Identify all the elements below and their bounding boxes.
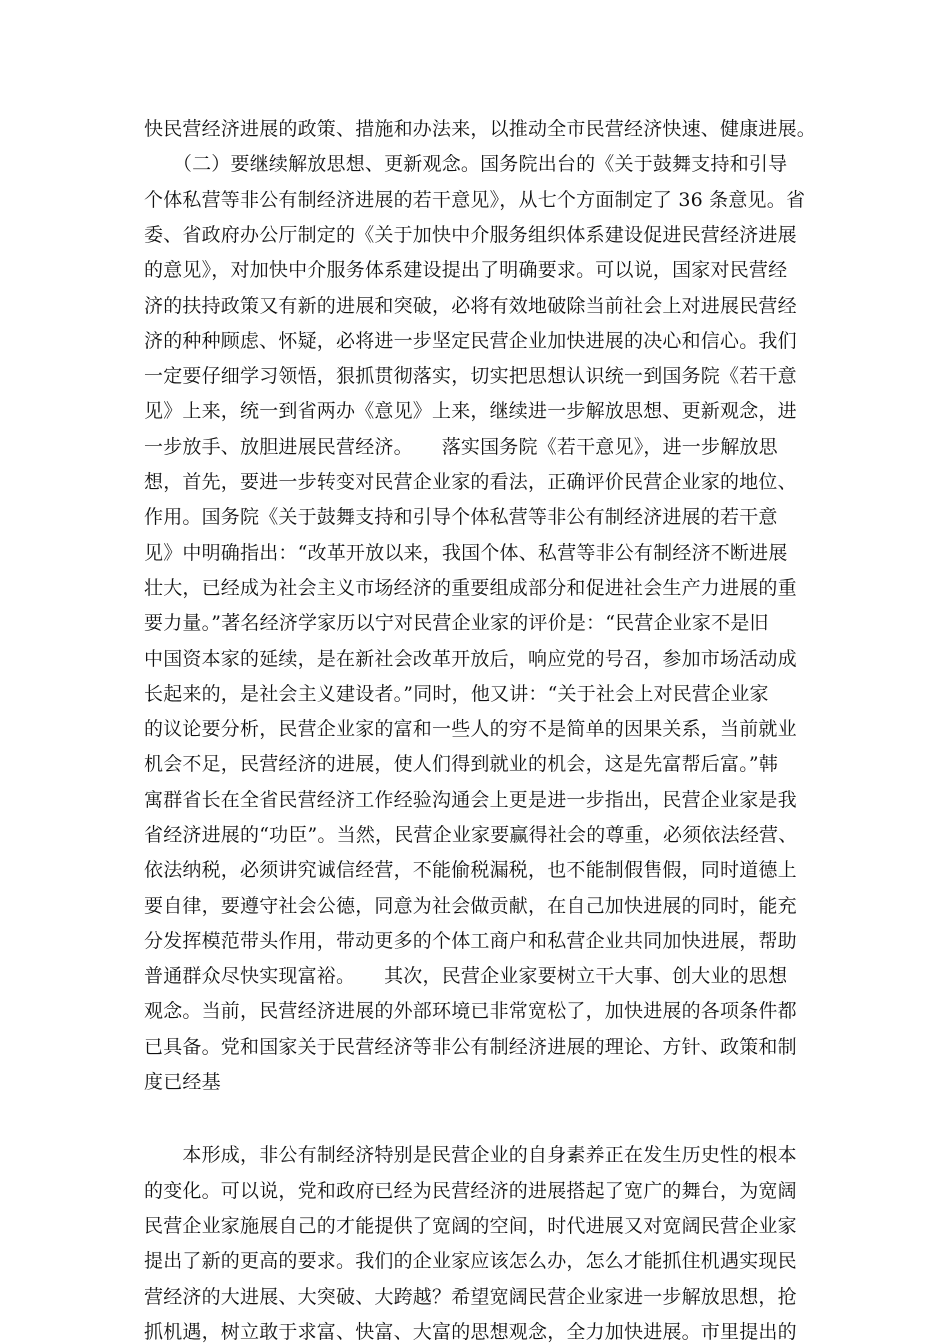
- document-text-line: 中国资本家的延续，是在新社会改革开放后，响应党的号召，参加市场活动成: [144, 648, 797, 670]
- document-text-line: 的变化。可以说，党和政府已经为民营经济的进展搭起了宽广的舞台，为宽阔: [144, 1180, 797, 1202]
- document-text-line: 要力量。”著名经济学家历以宁对民营企业家的评价是：“民营企业家不是旧: [144, 612, 769, 634]
- document-text-line: 省经济进展的“功臣”。当然，民营企业家要赢得社会的尊重，必须依法经营、: [144, 824, 798, 846]
- document-text-line: 委、省政府办公厅制定的《关于加快中介服务组织体系建设促进民营经济进展: [144, 224, 797, 246]
- document-text-line: （二）要继续解放思想、更新观念。国务院出台的《关于鼓舞支持和引导: [144, 153, 788, 175]
- document-text-line: 快民营经济进展的政策、措施和办法来，以推动全市民营经济快速、健康进展。: [144, 118, 817, 140]
- document-text-line: 长起来的，是社会主义建设者。”同时，他又讲：“关于社会上对民营企业家: [144, 683, 769, 705]
- document-text-line: 的意见》，对加快中介服务体系建设提出了明确要求。可以说，国家对民营经: [144, 259, 788, 281]
- document-text-line: 济的种种顾虑、怀疑，必将进一步坚定民营企业加快进展的决心和信心。我们: [144, 330, 797, 352]
- document-text-line: 机会不足，民营经济的进展，使人们得到就业的机会，这是先富帮后富。”韩: [144, 753, 779, 775]
- document-text-line: 个体私营等非公有制经济进展的若干意见》，从七个方面制定了 36 条意见。省: [144, 189, 806, 211]
- document-text-line: 普通群众尽快实现富裕。 其次，民营企业家要树立干大事、创大业的思想: [144, 965, 788, 987]
- document-text-line: 济的扶持政策又有新的进展和突破，必将有效地破除当前社会上对进展民营经: [144, 295, 797, 317]
- document-text-line: 营经济的大进展、大突破、大跨越？希望宽阔民营企业家进一步解放思想，抢: [144, 1286, 797, 1308]
- document-text-line: 寓群省长在全省民营经济工作经验沟通会上更是进一步指出，民营企业家是我: [144, 789, 797, 811]
- document-text-line: 度已经基: [144, 1071, 221, 1093]
- document-text-line: 本形成，非公有制经济特别是民营企业的自身素养正在发生历史性的根本: [144, 1144, 797, 1166]
- document-text-line: 已具备。党和国家关于民营经济等非公有制经济进展的理论、方针、政策和制: [144, 1036, 797, 1058]
- document-text-line: 依法纳税，必须讲究诚信经营，不能偷税漏税，也不能制假售假，同时道德上: [144, 859, 797, 881]
- document-text-line: 一步放手、放胆进展民营经济。 落实国务院《若干意见》，进一步解放思: [144, 436, 778, 458]
- document-text-line: 作用。国务院《关于鼓舞支持和引导个体私营等非公有制经济进展的若干意: [144, 506, 778, 528]
- document-text-line: 民营企业家施展自己的才能提供了宽阔的空间，时代进展又对宽阔民营企业家: [144, 1215, 797, 1237]
- document-text-line: 提出了新的更高的要求。我们的企业家应该怎么办，怎么才能抓住机遇实现民: [144, 1250, 797, 1272]
- document-text-line: 见》中明确指出：“改革开放以来，我国个体、私营等非公有制经济不断进展: [144, 542, 788, 564]
- document-text-line: 一定要仔细学习领悟，狠抓贯彻落实，切实把思想认识统一到国务院《若干意: [144, 365, 797, 387]
- document-text-line: 见》上来，统一到省两办《意见》上来，继续进一步解放思想、更新观念，进: [144, 400, 797, 422]
- document-text-line: 的议论要分析，民营企业家的富和一些人的穷不是简单的因果关系，当前就业: [144, 718, 797, 740]
- document-text-line: 抓机遇，树立敢于求富、快富、大富的思想观念，全力加快进展。市里提出的: [144, 1321, 797, 1343]
- document-text-line: 想，首先，要进一步转变对民营企业家的看法，正确评价民营企业家的地位、: [144, 471, 797, 493]
- document-text-line: 观念。当前，民营经济进展的外部环境已非常宽松了，加快进展的各项条件都: [144, 1000, 797, 1022]
- document-text-line: 分发挥模范带头作用，带动更多的个体工商户和私营企业共同加快进展，帮助: [144, 930, 797, 952]
- document-text-line: 壮大，已经成为社会主义市场经济的重要组成部分和促进社会生产力进展的重: [144, 577, 797, 599]
- document-text-line: 要自律，要遵守社会公德，同意为社会做贡献，在自己加快进展的同时，能充: [144, 895, 797, 917]
